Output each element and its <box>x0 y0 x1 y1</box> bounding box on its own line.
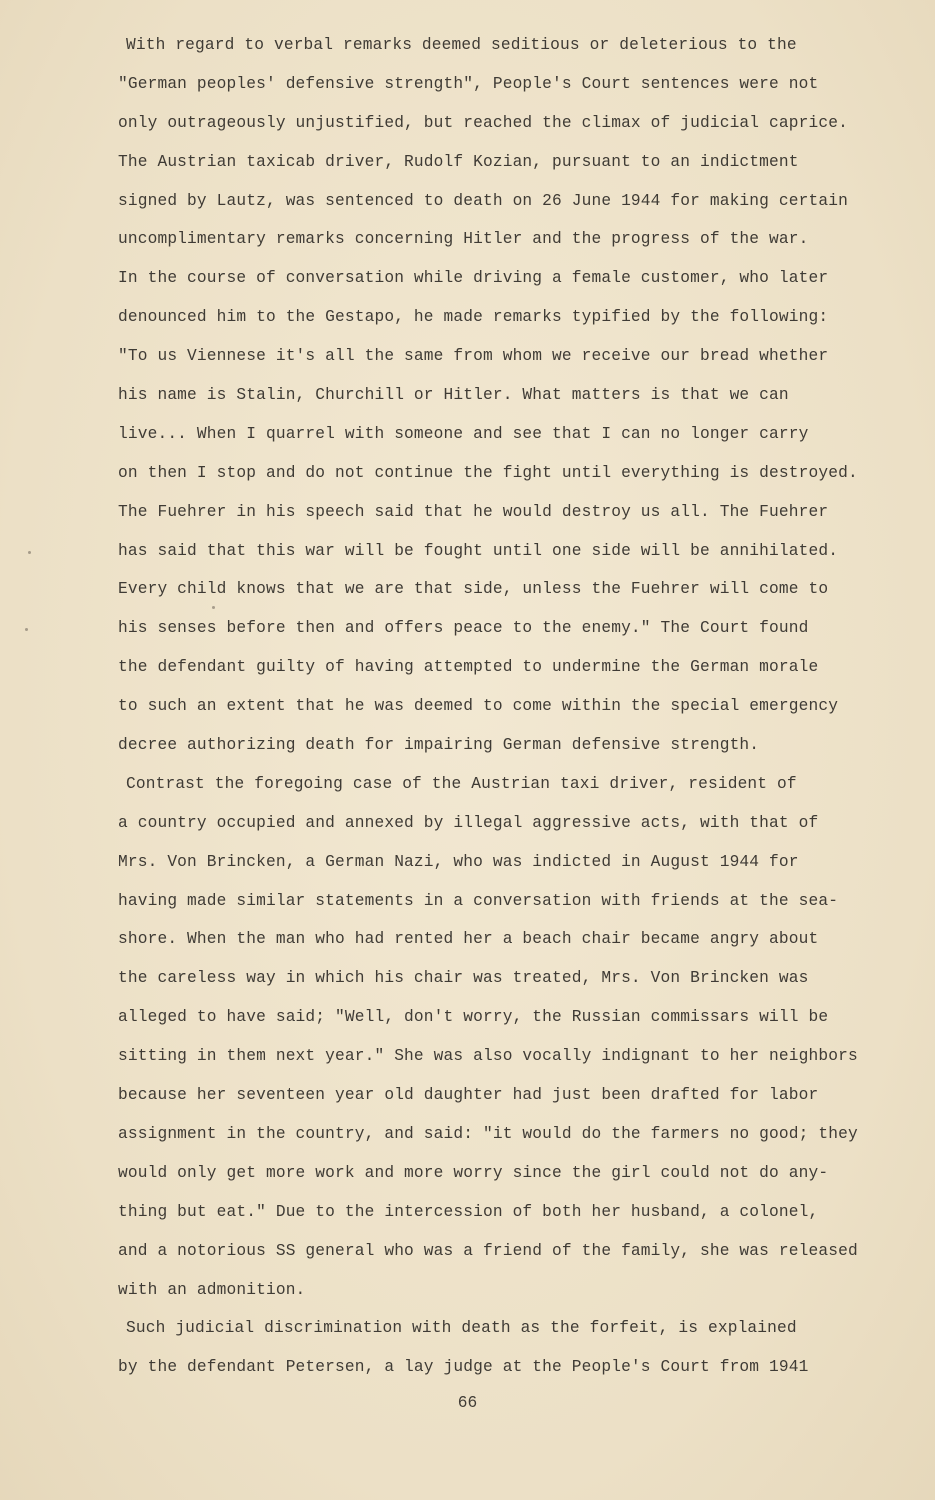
text-line: the defendant guilty of having attempted to undermine the German morale <box>118 658 819 677</box>
text-line: to such an extent that he was deemed to come within the special emergency <box>118 697 839 716</box>
text-line: thing but eat." Due to the intercession of both her husband, a colonel, <box>118 1202 819 1221</box>
text-line: a country occupied and annexed by illegal aggressive acts, with that of <box>118 813 819 832</box>
text-line: denounced him to the Gestapo, he made remarks typified by the following: <box>118 308 829 327</box>
paper-speck <box>212 606 215 609</box>
text-line: With regard to verbal remarks deemed seditious or deleterious to the <box>126 36 797 54</box>
text-line: with an admonition. <box>118 1280 306 1299</box>
text-line: The Austrian taxicab driver, Rudolf Kozian, pursuant to an indictment <box>118 152 799 171</box>
text-line: Such judicial discrimination with death as the forfeit, is explained <box>126 1319 797 1338</box>
text-line: shore. When the man who had rented her a beach chair became angry about <box>118 930 819 949</box>
text-line: Mrs. Von Brincken, a German Nazi, who was indicted in August 1944 for <box>118 852 799 871</box>
text-line: his name is Stalin, Churchill or Hitler. What matters is that we can <box>118 386 789 405</box>
text-line: and a notorious SS general who was a friend of the family, she was released <box>118 1241 858 1260</box>
text-line: The Fuehrer in his speech said that he would destroy us all. The Fuehrer <box>118 502 829 521</box>
text-line: would only get more work and more worry since the girl could not do any- <box>118 1163 829 1182</box>
text-line: In the course of conversation while driving a female customer, who later <box>118 269 829 288</box>
text-line: because her seventeen year old daughter had just been drafted for labor <box>118 1086 819 1105</box>
text-line: has said that this war will be fought until one side will be annihilated. <box>118 541 839 560</box>
text-line: by the defendant Petersen, a lay judge at the People's Court from 1941 <box>118 1358 809 1377</box>
text-line: his senses before then and offers peace to the enemy." The Court found <box>118 619 809 638</box>
text-line: live... When I quarrel with someone and see that I can no longer carry <box>118 424 809 443</box>
text-line: having made similar statements in a conversation with friends at the sea- <box>118 891 839 910</box>
text-line: uncomplimentary remarks concerning Hitler and the progress of the war. <box>118 230 809 249</box>
paper-speck <box>25 628 28 631</box>
body-text <box>118 26 878 1387</box>
text-line: "German peoples' defensive strength", People's Court sentences were not <box>118 74 819 93</box>
text-line: Contrast the foregoing case of the Austrian taxi driver, resident of <box>126 774 797 793</box>
text-line: decree authorizing death for impairing German defensive strength. <box>118 736 760 755</box>
text-line: the careless way in which his chair was treated, Mrs. Von Brincken was <box>118 969 809 988</box>
text-line: signed by Lautz, was sentenced to death on 26 June 1944 for making certain <box>118 191 848 210</box>
text-line: sitting in them next year." She was also vocally indignant to her neighbors <box>118 1047 858 1066</box>
text-line: on then I stop and do not continue the fight until everything is destroyed. <box>118 463 858 482</box>
text-line: assignment in the country, and said: "it would do the farmers no good; they <box>118 1124 858 1143</box>
paper-speck <box>28 551 31 554</box>
text-line: Every child knows that we are that side, unless the Fuehrer will come to <box>118 580 829 599</box>
text-line: alleged to have said; "Well, don't worry, the Russian commissars will be <box>118 1008 829 1027</box>
page-number: 66 <box>457 1394 478 1412</box>
text-line: "To us Viennese it's all the same from whom we receive our bread whether <box>118 347 829 366</box>
text-line: only outrageously unjustified, but reached the climax of judicial caprice. <box>118 113 848 132</box>
